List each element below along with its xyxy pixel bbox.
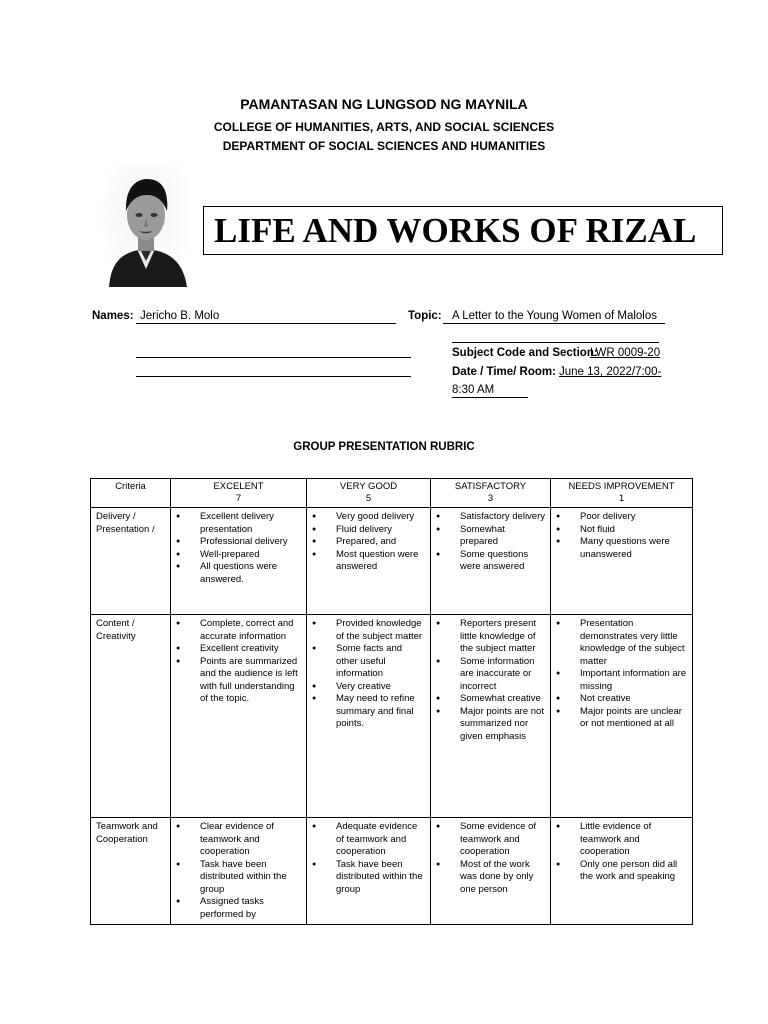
list-item: ● Professional delivery [200,536,301,549]
bullet-list [312,511,425,574]
topic-field[interactable]: A Letter to the Young Women of Malolos [443,310,665,324]
date-time-room-field-cont[interactable]: 8:30 AM [452,384,528,398]
list-item: ● Task have been distributed within the group [200,859,301,897]
subject-code-field[interactable]: LWR 0009-20 [590,347,661,359]
bullet-list [556,511,687,561]
rubric-header-row [91,479,693,508]
column-header: SATISFACTORY 3 [431,479,551,508]
table-row [91,508,693,615]
rubric-cell [551,508,693,615]
list-item: ● Many questions were unanswered [580,536,687,561]
course-title: LIFE AND WORKS OF RIZAL [214,211,697,250]
college-name: COLLEGE OF HUMANITIES, ARTS, AND SOCIAL SCIENCES [213,120,555,134]
list-item: ● Somewhat prepared [460,524,545,549]
bullet-list [176,511,301,586]
list-item: ● Prepared, and [336,536,425,549]
rubric-cell [307,615,431,818]
criteria-cell: Teamwork and Cooperation [91,818,171,925]
rizal-portrait-image [103,165,189,287]
list-item: ● Poor delivery [580,511,687,524]
list-item: ● Major points are not summarized nor given emphasis [460,706,545,744]
bullet-list [556,821,687,884]
list-item: ● Adequate evidence of teamwork and cooperation [336,821,425,859]
list-item: ● Points are summarized and the audience is left with full understanding of the topic. [200,656,301,706]
list-item: ● Important information are missing [580,668,687,693]
rubric-cell [551,615,693,818]
names-field[interactable]: Jericho B. Molo [136,310,396,324]
column-header: VERY GOOD 5 [307,479,431,508]
list-item: ● Little evidence of teamwork and cooperation [580,821,687,859]
list-item: ● Some evidence of teamwork and cooperation [460,821,545,859]
bullet-list [436,821,545,896]
bullet-list [176,618,301,706]
names-blank-line[interactable] [136,357,411,358]
list-item: ● All questions were answered. [200,561,301,586]
list-item: ● Excellent creativity [200,643,301,656]
bullet-list [176,821,301,921]
list-item: ● Very good delivery [336,511,425,524]
rubric-cell [431,818,551,925]
list-item: ● Only one person did all the work and speaking [580,859,687,884]
list-item: ● Some facts and other useful information [336,643,425,681]
date-time-room-label: Date / Time/ Room: [452,366,556,378]
list-item: ● Provided knowledge of the subject matter [336,618,425,643]
rubric-title: GROUP PRESENTATION RUBRIC [293,441,475,453]
bullet-list [312,821,425,896]
list-item: ● Most of the work was done by only one person [460,859,545,897]
column-header: NEEDS IMPROVEMENT 1 [551,479,693,508]
bullet-list [436,511,545,574]
rubric-cell [551,818,693,925]
list-item: ● Very creative [336,681,425,694]
department-name: DEPARTMENT OF SOCIAL SCIENCES AND HUMANITIES [222,139,546,153]
list-item: ● Most question were answered [336,549,425,574]
list-item: ● Not fluid [580,524,687,537]
list-item: ● Satisfactory delivery [460,511,545,524]
list-item: ● Complete, correct and accurate information [200,618,301,643]
subject-code-label: Subject Code and Section: [452,347,598,359]
list-item: ● Not creative [580,693,687,706]
rubric-table [90,478,693,925]
list-item: ● Reporters present little knowledge of the subject matter [460,618,545,656]
list-item: ● Some questions were answered [460,549,545,574]
column-header: EXCELENT 7 [171,479,307,508]
topic-label: Topic: [408,310,442,322]
rubric-cell [431,508,551,615]
list-item: ● Clear evidence of teamwork and cooperation [200,821,301,859]
list-item: ● Task have been distributed within the group [336,859,425,897]
rubric-cell [171,615,307,818]
table-row [91,818,693,925]
list-item: ● Excellent delivery presentation [200,511,301,536]
list-item: ● Assigned tasks performed by [200,896,301,921]
table-row [91,615,693,818]
list-item: ● Fluid delivery [336,524,425,537]
bullet-list [312,618,425,731]
topic-blank-line[interactable] [452,342,659,343]
list-item: ● Some information are inaccurate or incorrect [460,656,545,694]
list-item: ● Somewhat creative [460,693,545,706]
rubric-cell [307,508,431,615]
names-label: Names: [92,310,134,322]
list-item: ● Major points are unclear or not mentioned at all [580,706,687,731]
criteria-cell: Delivery / Presentation / [91,508,171,615]
criteria-cell: Content / Creativity [91,615,171,818]
date-time-room-field[interactable]: June 13, 2022/7:00- [559,366,662,378]
rubric-cell [171,818,307,925]
university-name: PAMANTASAN NG LUNGSOD NG MAYNILA [240,96,528,112]
rubric-cell [431,615,551,818]
list-item: ● Well-prepared [200,549,301,562]
column-header: Criteria [91,479,171,508]
rubric-cell [171,508,307,615]
course-title-box [203,206,723,255]
bullet-list [556,618,687,731]
list-item: ● Presentation demonstrates very little knowledge of the subject matter [580,618,687,668]
rubric-cell [307,818,431,925]
bullet-list [436,618,545,743]
list-item: ● May need to refine summary and final points. [336,693,425,731]
names-blank-line[interactable] [136,376,411,377]
